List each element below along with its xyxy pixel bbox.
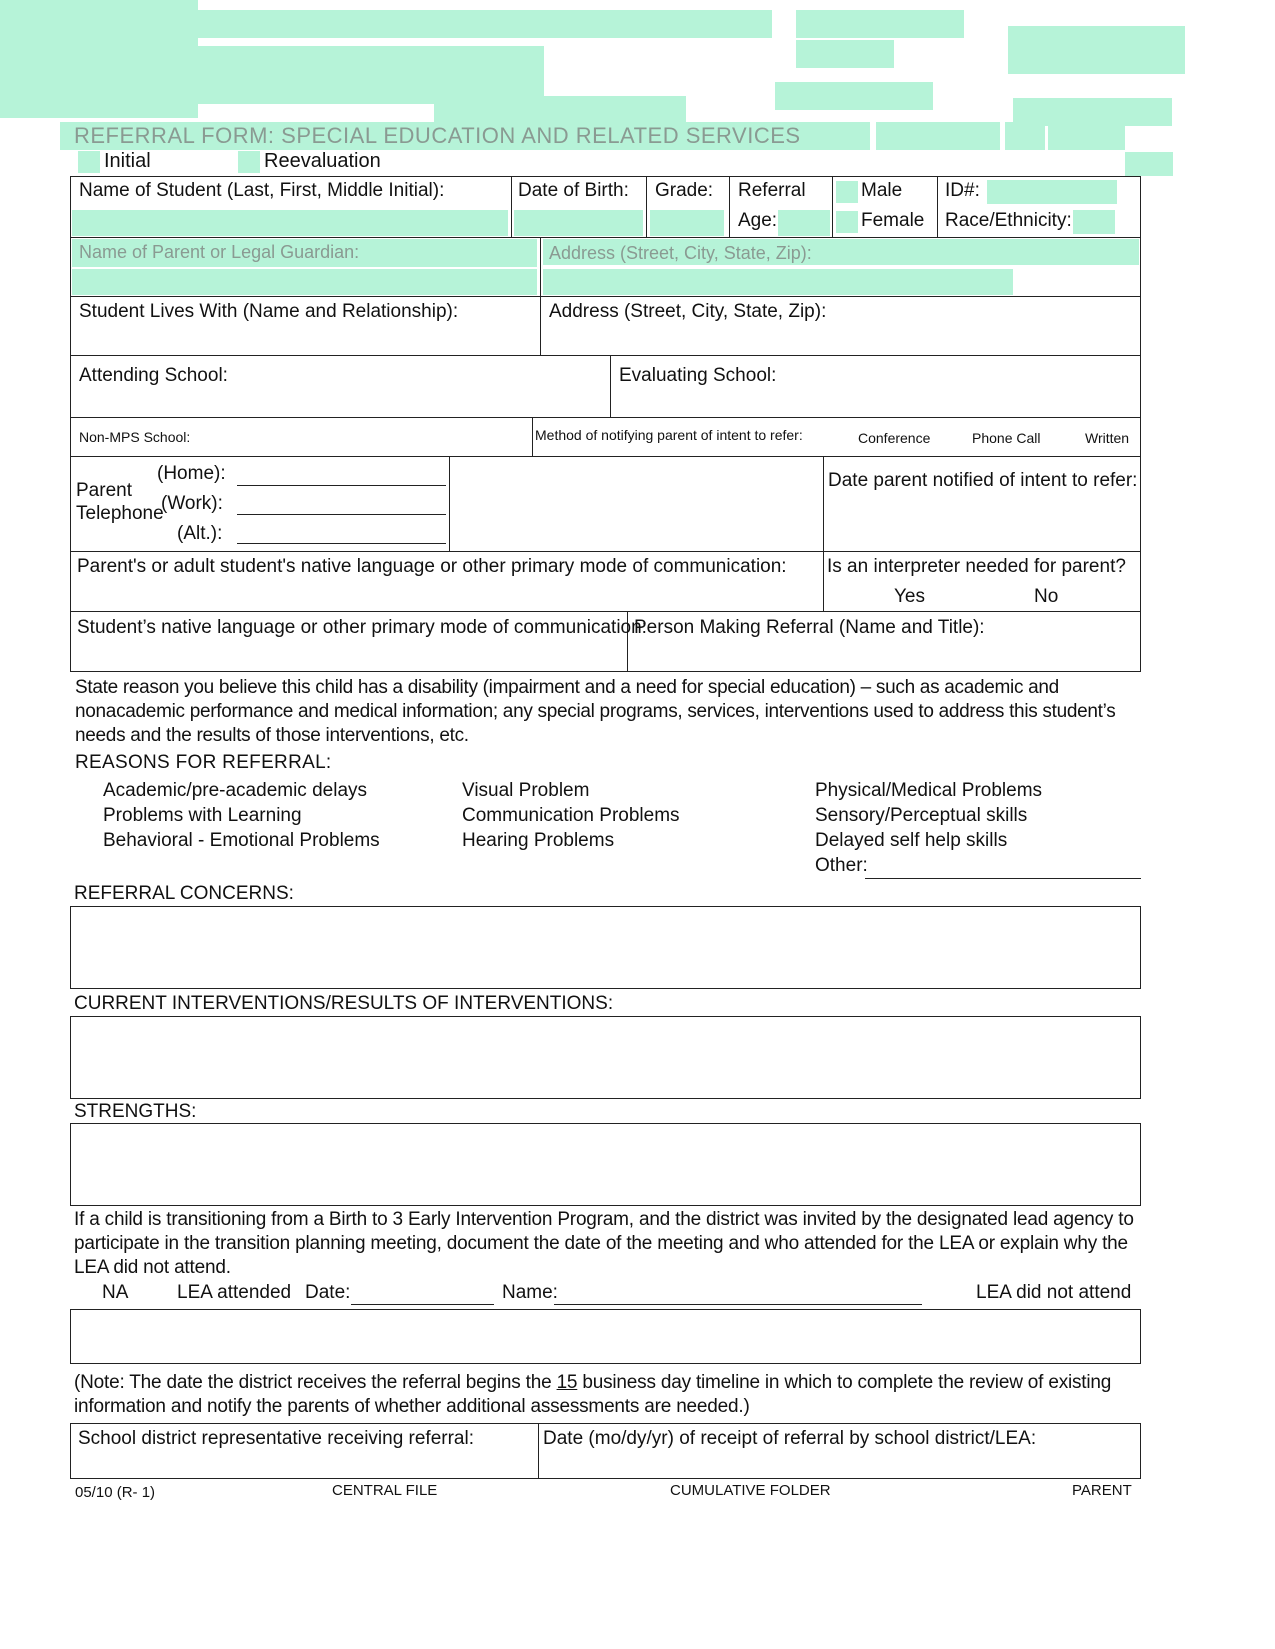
divider [532,417,533,457]
date-notified-label: Date parent notified of intent to refer: [828,470,1138,491]
strengths-textarea[interactable] [70,1123,1141,1206]
strengths-heading: STRENGTHS: [74,1101,197,1122]
transition-date-field[interactable] [351,1304,494,1305]
person-referral-label: Person Making Referral (Name and Title): [634,617,985,638]
divider [511,176,512,238]
divider [937,176,938,238]
na-option[interactable]: NA [102,1282,129,1303]
alt-phone-label: (Alt.): [177,523,223,544]
redaction-block [148,10,772,38]
parent-address-field-line2[interactable] [543,269,1013,295]
redaction-block [775,82,933,110]
work-phone-field[interactable] [237,514,446,515]
home-phone-field[interactable] [237,485,446,486]
school-row [70,355,1141,418]
date-receipt-label: Date (mo/dy/yr) of receipt of referral by school district/LEA: [543,1428,1037,1449]
reason-option[interactable]: Behavioral - Emotional Problems [103,830,380,851]
lives-with-label: Student Lives With (Name and Relationship): [79,301,459,322]
parent-telephone-label: Parent [76,480,132,501]
age-field[interactable] [778,210,830,236]
redaction-block [876,122,1000,150]
divider [832,176,833,238]
dob-label: Date of Birth: [518,180,629,201]
race-field[interactable] [1073,210,1115,234]
timeline-note [74,1371,1144,1419]
reason-option[interactable]: Visual Problem [462,780,590,801]
reasons-heading: REASONS FOR REFERRAL: [75,752,332,773]
initial-label: Initial [104,150,151,172]
student-name-label: Name of Student (Last, First, Middle Initial): [79,180,445,201]
alt-phone-field[interactable] [237,543,446,544]
redaction-block [1008,26,1185,74]
redaction-block [796,40,894,68]
attending-school-label: Attending School: [79,365,228,386]
female-label: Female [861,210,925,231]
divider [729,176,730,238]
divider [540,237,541,297]
male-checkbox[interactable] [836,181,858,203]
note-text-start: (Note: The date the district receives the referral begins the [74,1372,557,1393]
divider [823,551,824,612]
transition-date-label: Date: [305,1282,351,1303]
distribution-parent: PARENT [1072,1482,1132,1499]
reason-other-field[interactable] [865,878,1141,879]
reason-option[interactable]: Communication Problems [462,805,680,826]
interpreter-yes-option[interactable]: Yes [894,586,925,607]
lea-attended-option[interactable]: LEA attended [177,1282,292,1303]
non-mps-label: Non-MPS School: [79,429,191,445]
initial-checkbox[interactable] [78,151,100,173]
race-label: Race/Ethnicity: [945,210,1072,231]
redaction-block [1005,122,1045,150]
telephone-label: Telephone [76,503,164,524]
divider [449,456,450,552]
divider [610,355,611,418]
redaction-block [796,10,964,38]
reason-option[interactable]: Academic/pre-academic delays [103,780,368,801]
redaction-block [434,96,686,122]
form-code: 05/10 (R- 1) [75,1484,156,1501]
lives-with-address-label: Address (Street, City, State, Zip): [549,301,827,322]
conference-option[interactable]: Conference [858,430,931,446]
male-label: Male [861,180,903,201]
referral-label: Referral [738,180,806,201]
divider [540,296,541,356]
representative-label: School district representative receiving referral: [78,1428,475,1449]
reason-option[interactable]: Problems with Learning [103,805,302,826]
id-field[interactable] [987,180,1117,204]
transition-instructions: If a child is transitioning from a Birth to 3 Early Intervention Program, and the district was invited by the designated lead agency to participate in the transition planning meeting, document the date of the meeting and who attended for the LEA or explain why the LEA did not attend. [74,1209,1134,1278]
divider [646,176,647,238]
lea-not-attend-option[interactable]: LEA did not attend [976,1282,1132,1303]
id-label: ID#: [945,180,980,201]
parent-address-label: Address (Street, City, State, Zip): [549,243,812,263]
reason-option[interactable]: Hearing Problems [462,830,615,851]
distribution-cumulative-folder: CUMULATIVE FOLDER [670,1482,831,1499]
note-business-days: 15 [556,1372,578,1393]
dob-field[interactable] [514,210,643,236]
transition-name-label: Name: [502,1282,558,1303]
evaluating-school-label: Evaluating School: [619,365,777,386]
transition-name-field[interactable] [554,1304,922,1305]
grade-label: Grade: [655,180,714,201]
reason-option[interactable]: Physical/Medical Problems [815,780,1043,801]
reason-option[interactable]: Delayed self help skills [815,830,1008,851]
phone-call-option[interactable]: Phone Call [972,430,1041,446]
grade-field[interactable] [650,210,724,236]
student-language-label: Student’s native language or other primary mode of communication: [77,617,647,638]
reason-other-label: Other: [815,855,868,876]
interventions-textarea[interactable] [70,1016,1141,1099]
female-checkbox[interactable] [836,211,858,233]
distribution-central-file: CENTRAL FILE [332,1482,438,1499]
reevaluation-checkbox[interactable] [238,151,260,173]
student-name-field[interactable] [72,210,508,236]
parent-name-field-line2[interactable] [72,269,537,295]
written-option[interactable]: Written [1085,430,1130,446]
transition-textarea[interactable] [70,1309,1141,1364]
redaction-block [1125,152,1173,176]
age-label: Age: [738,210,778,231]
note-text-end: business day timeline in which to complete the review of existing information and notify the parents of whether additional assessments are needed.) [74,1372,1112,1417]
page-title: REFERRAL FORM: SPECIAL EDUCATION AND RELATED SERVICES [74,123,801,148]
concerns-heading: REFERRAL CONCERNS: [74,883,294,904]
divider [823,456,824,552]
divider [538,1423,539,1479]
reason-option[interactable]: Sensory/Perceptual skills [815,805,1028,826]
interpreter-no-option[interactable]: No [1034,586,1059,607]
home-phone-label: (Home): [157,463,226,484]
parent-language-label: Parent's or adult student's native language or other primary mode of communication: [77,556,787,577]
interpreter-label: Is an interpreter needed for parent? [827,556,1126,577]
method-label: Method of notifying parent of intent to refer: [535,427,803,443]
reason-instructions: State reason you believe this child has a disability (impairment and a need for special education) – such as academic and nonacademic performance and medical information; any special programs, services, interventions used to address this student’s needs and the results of those interventions, etc. [75,677,1116,746]
work-phone-label: (Work): [161,493,223,514]
concerns-textarea[interactable] [70,906,1141,989]
redaction-block [1048,122,1125,150]
reevaluation-label: Reevaluation [264,150,381,172]
interventions-heading: CURRENT INTERVENTIONS/RESULTS OF INTERVENTIONS: [74,993,614,1014]
parent-name-label: Name of Parent or Legal Guardian: [79,242,360,262]
